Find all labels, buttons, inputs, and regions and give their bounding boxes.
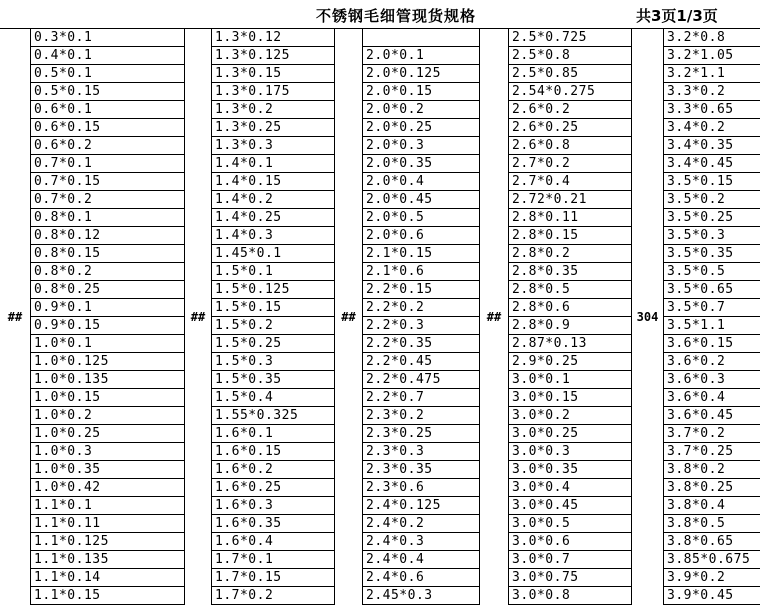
spec-cell: 1.0*0.35 — [31, 461, 184, 479]
spec-cell: 1.3*0.12 — [212, 29, 334, 47]
spec-cell: 2.0*0.125 — [363, 65, 479, 83]
spec-column-1 — [31, 29, 185, 605]
spec-cell: 1.1*0.135 — [31, 551, 184, 569]
spec-cell: 2.0*0.5 — [363, 209, 479, 227]
spec-cell: 2.3*0.3 — [363, 443, 479, 461]
spec-cell: 1.6*0.3 — [212, 497, 334, 515]
spec-cell: 1.6*0.15 — [212, 443, 334, 461]
spec-cell: 2.45*0.3 — [363, 587, 479, 605]
spec-cell: 3.6*0.45 — [664, 407, 760, 425]
spec-cell: 2.4*0.6 — [363, 569, 479, 587]
spec-cell: 1.0*0.25 — [31, 425, 184, 443]
material-label-2: ## — [185, 29, 212, 605]
spec-cell: 2.0*0.35 — [363, 155, 479, 173]
spec-cell: 3.8*0.4 — [664, 497, 760, 515]
spec-cell: 3.0*0.25 — [509, 425, 631, 443]
spec-cell: 3.0*0.45 — [509, 497, 631, 515]
spec-cell: 3.8*0.25 — [664, 479, 760, 497]
spec-cell: 2.7*0.2 — [509, 155, 631, 173]
spec-cell: 0.7*0.15 — [31, 173, 184, 191]
spec-cell: 1.5*0.3 — [212, 353, 334, 371]
spec-cell: 3.5*0.3 — [664, 227, 760, 245]
spec-cell: 1.5*0.15 — [212, 299, 334, 317]
spec-cell: 2.8*0.2 — [509, 245, 631, 263]
spec-cell: 1.0*0.135 — [31, 371, 184, 389]
spec-cell: 1.0*0.15 — [31, 389, 184, 407]
spec-cell: 3.7*0.2 — [664, 425, 760, 443]
spec-cell: 2.0*0.6 — [363, 227, 479, 245]
spec-cell: 0.7*0.2 — [31, 191, 184, 209]
spec-column-3 — [363, 29, 480, 605]
spec-cell: 0.4*0.1 — [31, 47, 184, 65]
spec-cell: 1.3*0.3 — [212, 137, 334, 155]
spec-cell: 2.0*0.1 — [363, 47, 479, 65]
page-title: 不锈钢毛细管现货规格 — [316, 7, 477, 25]
spec-cell: 1.3*0.15 — [212, 65, 334, 83]
spec-cell: 3.0*0.8 — [509, 587, 631, 605]
spec-cell: 1.1*0.125 — [31, 533, 184, 551]
spec-table — [0, 28, 760, 605]
spec-cell: 2.9*0.25 — [509, 353, 631, 371]
spec-cell: 0.6*0.1 — [31, 101, 184, 119]
spec-cell: 2.6*0.8 — [509, 137, 631, 155]
spec-cell: 3.5*0.35 — [664, 245, 760, 263]
spec-cell: 2.6*0.2 — [509, 101, 631, 119]
spec-cell: 2.0*0.15 — [363, 83, 479, 101]
spec-cell: 3.0*0.7 — [509, 551, 631, 569]
spec-cell: 1.55*0.325 — [212, 407, 334, 425]
spec-cell: 3.5*0.5 — [664, 263, 760, 281]
spec-cell: 3.2*0.8 — [664, 29, 760, 47]
spec-cell: 3.0*0.2 — [509, 407, 631, 425]
spec-cell: 1.1*0.15 — [31, 587, 184, 605]
spec-cell: 1.6*0.1 — [212, 425, 334, 443]
spec-cell: 3.85*0.675 — [664, 551, 760, 569]
material-label-3: ## — [335, 29, 363, 605]
spec-cell: 1.3*0.125 — [212, 47, 334, 65]
spec-cell: 0.5*0.1 — [31, 65, 184, 83]
spec-cell: 3.6*0.2 — [664, 353, 760, 371]
spec-cell: 2.4*0.125 — [363, 497, 479, 515]
spec-cell: 1.6*0.35 — [212, 515, 334, 533]
spec-cell: 1.6*0.4 — [212, 533, 334, 551]
spec-cell: 3.3*0.65 — [664, 101, 760, 119]
material-label-4: ## — [480, 29, 509, 605]
spec-cell: 3.7*0.25 — [664, 443, 760, 461]
spec-cell: 3.8*0.65 — [664, 533, 760, 551]
page-header — [0, 0, 760, 28]
spec-cell: 0.9*0.1 — [31, 299, 184, 317]
spec-cell: 1.6*0.25 — [212, 479, 334, 497]
spec-cell: 2.3*0.35 — [363, 461, 479, 479]
spec-cell: 3.6*0.3 — [664, 371, 760, 389]
spec-cell: 2.2*0.7 — [363, 389, 479, 407]
spec-cell: 2.72*0.21 — [509, 191, 631, 209]
spec-cell: 3.9*0.2 — [664, 569, 760, 587]
spec-cell: 3.0*0.6 — [509, 533, 631, 551]
spec-cell: 2.8*0.11 — [509, 209, 631, 227]
spec-cell: 1.7*0.2 — [212, 587, 334, 605]
spec-cell: 2.5*0.85 — [509, 65, 631, 83]
spec-cell: 3.4*0.2 — [664, 119, 760, 137]
spec-cell: 2.8*0.9 — [509, 317, 631, 335]
spec-cell: 2.2*0.475 — [363, 371, 479, 389]
spec-cell: 2.5*0.8 — [509, 47, 631, 65]
spec-cell: 3.2*1.1 — [664, 65, 760, 83]
spec-cell: 2.3*0.25 — [363, 425, 479, 443]
spec-cell: 1.4*0.25 — [212, 209, 334, 227]
spec-cell: 1.0*0.3 — [31, 443, 184, 461]
spec-cell: 3.0*0.3 — [509, 443, 631, 461]
spec-cell: 3.0*0.35 — [509, 461, 631, 479]
spec-cell: 3.9*0.45 — [664, 587, 760, 605]
spec-cell: 1.45*0.1 — [212, 245, 334, 263]
spec-cell: 0.3*0.1 — [31, 29, 184, 47]
spec-cell: 0.6*0.2 — [31, 137, 184, 155]
spec-cell: 2.2*0.35 — [363, 335, 479, 353]
spec-cell: 2.1*0.6 — [363, 263, 479, 281]
spec-cell: 2.3*0.6 — [363, 479, 479, 497]
spec-cell: 2.0*0.45 — [363, 191, 479, 209]
spec-cell: 1.3*0.175 — [212, 83, 334, 101]
spec-cell: 1.1*0.14 — [31, 569, 184, 587]
spec-cell: 1.5*0.1 — [212, 263, 334, 281]
spec-cell: 1.0*0.125 — [31, 353, 184, 371]
spec-cell: 2.0*0.2 — [363, 101, 479, 119]
spec-cell-empty — [363, 29, 479, 47]
spec-cell: 2.2*0.45 — [363, 353, 479, 371]
spec-cell: 1.1*0.1 — [31, 497, 184, 515]
spec-cell: 0.8*0.25 — [31, 281, 184, 299]
spec-cell: 3.5*0.25 — [664, 209, 760, 227]
spec-cell: 3.4*0.35 — [664, 137, 760, 155]
spec-cell: 3.3*0.2 — [664, 83, 760, 101]
spec-column-5 — [664, 29, 760, 605]
spec-cell: 0.8*0.2 — [31, 263, 184, 281]
spec-cell: 0.6*0.15 — [31, 119, 184, 137]
spec-cell: 2.3*0.2 — [363, 407, 479, 425]
spec-cell: 0.8*0.12 — [31, 227, 184, 245]
spec-cell: 0.7*0.1 — [31, 155, 184, 173]
spec-cell: 3.5*0.15 — [664, 173, 760, 191]
spec-cell: 1.5*0.35 — [212, 371, 334, 389]
spec-cell: 3.0*0.5 — [509, 515, 631, 533]
spec-cell: 0.9*0.15 — [31, 317, 184, 335]
spec-cell: 1.6*0.2 — [212, 461, 334, 479]
spec-cell: 3.8*0.2 — [664, 461, 760, 479]
spec-cell: 2.7*0.4 — [509, 173, 631, 191]
spec-cell: 3.5*0.7 — [664, 299, 760, 317]
spec-cell: 0.8*0.15 — [31, 245, 184, 263]
spec-cell: 1.5*0.125 — [212, 281, 334, 299]
material-label-1: ## — [0, 29, 31, 605]
spec-cell: 2.4*0.4 — [363, 551, 479, 569]
spec-column-2 — [212, 29, 335, 605]
spec-cell: 0.5*0.15 — [31, 83, 184, 101]
spec-cell: 2.0*0.25 — [363, 119, 479, 137]
spec-cell: 2.2*0.15 — [363, 281, 479, 299]
spec-cell: 1.3*0.25 — [212, 119, 334, 137]
spec-cell: 1.7*0.1 — [212, 551, 334, 569]
spec-cell: 3.6*0.4 — [664, 389, 760, 407]
spec-cell: 2.4*0.2 — [363, 515, 479, 533]
spec-cell: 3.5*0.2 — [664, 191, 760, 209]
spec-cell: 3.5*1.1 — [664, 317, 760, 335]
spec-column-4 — [509, 29, 632, 605]
spec-cell: 2.8*0.6 — [509, 299, 631, 317]
spec-cell: 2.8*0.35 — [509, 263, 631, 281]
spec-cell: 3.0*0.4 — [509, 479, 631, 497]
spec-cell: 2.5*0.725 — [509, 29, 631, 47]
spec-cell: 2.0*0.4 — [363, 173, 479, 191]
spec-cell: 2.6*0.25 — [509, 119, 631, 137]
spec-cell: 2.0*0.3 — [363, 137, 479, 155]
spec-cell: 1.3*0.2 — [212, 101, 334, 119]
spec-cell: 1.1*0.11 — [31, 515, 184, 533]
spec-cell: 3.4*0.45 — [664, 155, 760, 173]
spec-cell: 1.5*0.25 — [212, 335, 334, 353]
spec-cell: 2.2*0.2 — [363, 299, 479, 317]
spec-cell: 2.8*0.15 — [509, 227, 631, 245]
spec-cell: 1.4*0.15 — [212, 173, 334, 191]
spec-cell: 1.0*0.2 — [31, 407, 184, 425]
spec-cell: 3.0*0.75 — [509, 569, 631, 587]
page-indicator: 共3页1/3页 — [636, 7, 718, 25]
spec-cell: 2.4*0.3 — [363, 533, 479, 551]
spec-cell: 3.6*0.15 — [664, 335, 760, 353]
spec-cell: 3.5*0.65 — [664, 281, 760, 299]
spec-cell: 2.54*0.275 — [509, 83, 631, 101]
spec-cell: 3.0*0.1 — [509, 371, 631, 389]
spec-cell: 1.4*0.1 — [212, 155, 334, 173]
spec-cell: 1.7*0.15 — [212, 569, 334, 587]
spec-cell: 3.8*0.5 — [664, 515, 760, 533]
spec-cell: 1.4*0.3 — [212, 227, 334, 245]
spec-cell: 1.5*0.4 — [212, 389, 334, 407]
spec-cell: 1.0*0.42 — [31, 479, 184, 497]
spec-cell: 2.2*0.3 — [363, 317, 479, 335]
spec-cell: 2.1*0.15 — [363, 245, 479, 263]
spec-cell: 1.4*0.2 — [212, 191, 334, 209]
spec-cell: 3.2*1.05 — [664, 47, 760, 65]
spec-cell: 2.8*0.5 — [509, 281, 631, 299]
spec-cell: 1.5*0.2 — [212, 317, 334, 335]
spec-cell: 3.0*0.15 — [509, 389, 631, 407]
spec-cell: 2.87*0.13 — [509, 335, 631, 353]
spec-cell: 0.8*0.1 — [31, 209, 184, 227]
spec-cell: 1.0*0.1 — [31, 335, 184, 353]
material-label-5: 304 — [632, 29, 664, 605]
